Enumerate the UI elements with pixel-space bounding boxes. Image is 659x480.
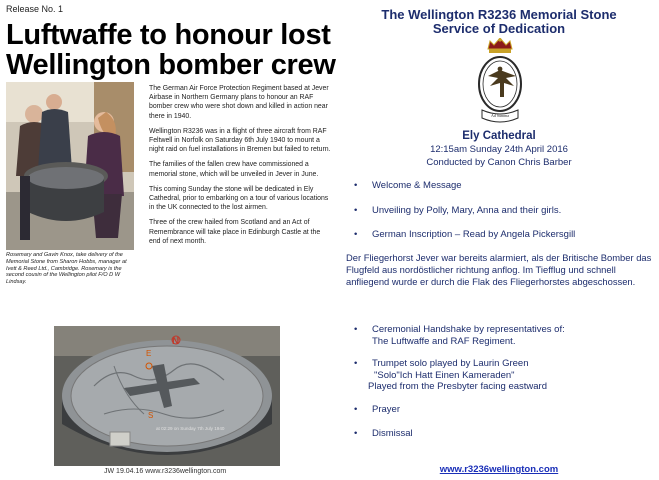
order-item-label: Dismissal (372, 428, 413, 439)
order-item-unveiling (354, 205, 561, 217)
article-paragraph-1: The German Air Force Protection Regiment based at Jever Airbase in Northern Germany plans to honour an RAF bomber crew who were shot down and killed in action near there in 1940. (149, 85, 329, 120)
svg-text:E: E (146, 349, 152, 358)
handshake-line-1: Ceremonial Handshake by representatives of: (372, 324, 565, 335)
headline (6, 20, 336, 80)
trumpet-line-3: Played from the Presbyter facing eastward (368, 381, 548, 392)
order-item-label (372, 324, 565, 347)
order-item-label: Welcome & Message (372, 180, 462, 191)
release-number: Release No. 1 (6, 4, 64, 14)
article-paragraph-4: This coming Sunday the stone will be dedicated in Ely Cathedral, prior to embarking on a tour of various locations in the UK connected to the lost airmen. (149, 185, 329, 212)
headline-line-2: Wellington bomber crew (6, 49, 336, 81)
order-item-trumpet (354, 358, 547, 393)
article-paragraph-3: The families of the fallen crew have commissioned a memorial stone, which will be unveiled in Jever in June. (149, 161, 319, 178)
photo-caption: Rosemary and Gavin Knox, take delivery of the Memorial Stone from Sharon Hobbs, manager at Ivett & Reed Ltd., Cambridge. Rosemary is the second cousin of the Wellington pilot F/O D W Lindsay. (6, 252, 127, 286)
squadron-badge (476, 38, 524, 124)
order-item-welcome (354, 180, 462, 192)
article-paragraph-2: Wellington R3236 was in a flight of three aircraft from RAF Feltwell in Norfolk on Saturday 6th July 1940 to mount a night raid on fuel installations in Bremen but failed to return. (149, 127, 331, 154)
service-title-line-2: Service of Dedication (432, 21, 566, 36)
bullet-icon: • (354, 180, 358, 191)
svg-text:S: S (148, 411, 154, 420)
order-item-german-inscription (354, 229, 575, 241)
article-paragraph-5: Three of the crew hailed from Scotland and an Act of Remembrance will take place in Edinburgh Castle at the end of next month. (149, 219, 321, 245)
trumpet-line-2: "Solo"Ich Hatt Einen Kameraden" (374, 369, 515, 381)
handshake-line-2: The Luftwaffe and RAF Regiment. (372, 335, 516, 347)
handover-photo-drawing (6, 82, 134, 250)
order-item-handshake (354, 324, 565, 347)
article-body (149, 84, 333, 252)
squadron-badge-drawing (476, 38, 524, 124)
service-title-line-1: The Wellington R3236 Memorial Stone (381, 7, 617, 22)
trumpet-line-1: Trumpet solo played by Laurin Green (372, 358, 529, 369)
order-item-label: German Inscription – Read by Angela Pickersgill (372, 229, 576, 240)
bullet-icon: • (354, 229, 358, 240)
website-link[interactable]: www.r3236wellington.com (439, 464, 559, 475)
bullet-icon: • (354, 358, 358, 369)
photo-credit: JW 19.04.16 www.r3236wellington.com (104, 468, 227, 475)
svg-text:N: N (172, 336, 180, 347)
badge-motto: Ad Summa (490, 113, 510, 118)
order-item-dismissal (354, 428, 413, 440)
headline-line-1: Luftwaffe to honour lost (6, 19, 331, 51)
handover-photo (6, 82, 134, 250)
stone-inscription: at 02:29 on Sunday 7th July 1940 (156, 426, 225, 431)
german-inscription-text: Der Fliegerhorst Jever war bereits alarmiert, als der Britische Bomber das Flugfeld aus nordöstlicher richtung anflog. Im Tiefflug und schnell anfliegend wurde er durch die Flak des Fliegerhorstes abgeschossen. (346, 252, 652, 287)
bullet-icon: • (354, 404, 358, 415)
memorial-stone-drawing (54, 326, 280, 466)
conducted-by: Conducted by Canon Chris Barber (426, 157, 572, 168)
memorial-stone-photo (54, 326, 280, 466)
order-item-label: Unveiling by Polly, Mary, Anna and their girls. (372, 205, 562, 216)
order-item-label (368, 358, 548, 393)
bullet-icon: • (354, 428, 358, 439)
order-item-label: Prayer (372, 404, 400, 415)
service-title (346, 8, 652, 36)
venue: Ely Cathedral (462, 130, 536, 142)
bullet-icon: • (354, 205, 358, 216)
service-time: 12:15am Sunday 24th April 2016 (430, 144, 568, 155)
order-item-prayer (354, 404, 400, 416)
bullet-icon: • (354, 324, 358, 335)
